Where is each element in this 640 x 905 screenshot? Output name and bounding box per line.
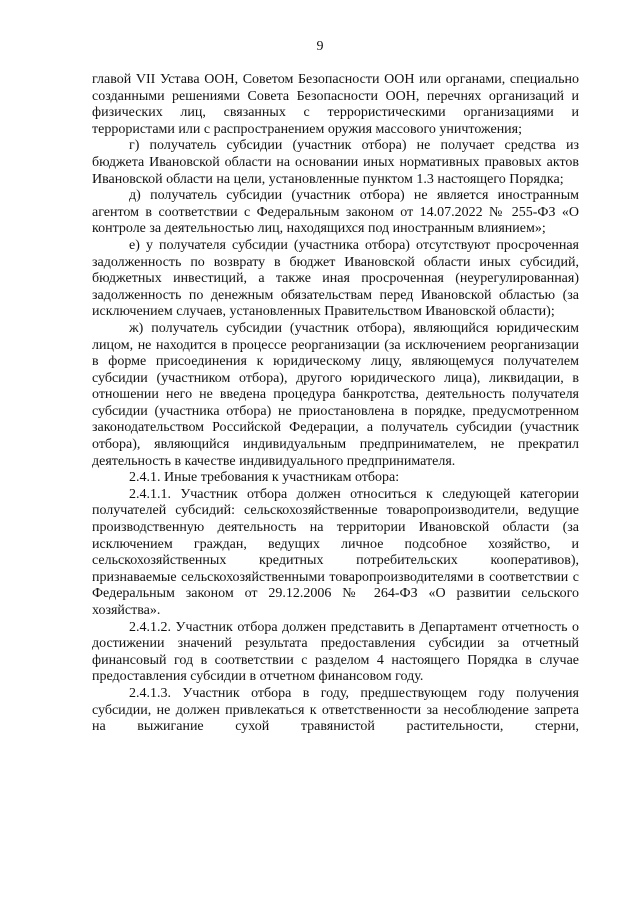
paragraph-2-4-1-3: 2.4.1.3. Участник отбора в году, предшествующем году получения субсидии, не должен привлекаться к ответственности за несоблюдение запрета на выжигание сухой травянистой растительности, стерни,: [92, 685, 579, 735]
paragraph-item-g: г) получатель субсидии (участник отбора) не получает средства из бюджета Ивановской области на основании иных нормативных правовых актов Ивановской области на цели, установленные пунктом 1.3 настоящего Порядка;: [92, 138, 579, 187]
paragraph-2-4-1: 2.4.1. Иные требования к участникам отбора:: [129, 470, 400, 486]
paragraph-item-d: д) получатель субсидии (участник отбора) не является иностранным агентом в соответствии с Федеральным законом от 14.07.2022 № 255-ФЗ «О контроле за деятельностью лиц, находящихся под иностранным влиянием»;: [92, 188, 579, 237]
paragraph-continuation: главой VII Устава ООН, Советом Безопасности ООН или органами, специально созданными решениями Совета Безопасности ООН, перечнях организаций и физических лиц, связанных с террористическими организациями и террористами или с распространением оружия массового уничтожения;: [92, 72, 579, 137]
paragraph-2-4-1-1: 2.4.1.1. Участник отбора должен относиться к следующей категории получателей субсидий: сельскохозяйственные товаропроизводители, ведущие производственную деятельность на территории Ивановской области (за исключением граждан, ведущих личное подсобное хозяйство, и сельскохозяйственных кредитных потребительских кооперативов), признаваемые сельскохозяйственными товаропроизводителями в соответствии с Федеральным законом от 29.12.2006 № 264-ФЗ «О развитии сельского хозяйства».: [92, 486, 579, 618]
paragraph-item-e: е) у получателя субсидии (участника отбора) отсутствуют просроченная задолженность по возврату в бюджет Ивановской области иных субсидий, бюджетных инвестиций, а также иная просроченная (неурегулированная) задолженность по денежным обязательствам перед Ивановской областью (за исключением случаев, установленных Правительством Ивановской области);: [92, 237, 579, 320]
document-body: [92, 72, 579, 736]
page-number: 9: [316, 39, 324, 54]
paragraph-2-4-1-2: 2.4.1.2. Участник отбора должен представить в Департамент отчетность о достижении значений результата предоставления субсидии за отчетный финансовый год в соответствии с разделом 4 настоящего Порядка в случае предоставления субсидии в отчетном финансовом году.: [92, 619, 579, 685]
paragraph-item-zh: ж) получатель субсидии (участник отбора), являющийся юридическим лицом, не находится в процессе реорганизации (за исключением реорганизации в форме присоединения к юридическому лицу, являющемуся получателем субсидии (участником отбора), другого юридического лица), ликвидации, в отношении него не введена процедура банкротства, деятельность получателя субсидии (участника отбора) не приостановлена в порядке, предусмотренном законодательством Российской Федерации, а получатель субсидии (участник отбора), являющийся индивидуальным предпринимателем, не прекратил деятельность в качестве индивидуального предпринимателя.: [92, 320, 579, 469]
